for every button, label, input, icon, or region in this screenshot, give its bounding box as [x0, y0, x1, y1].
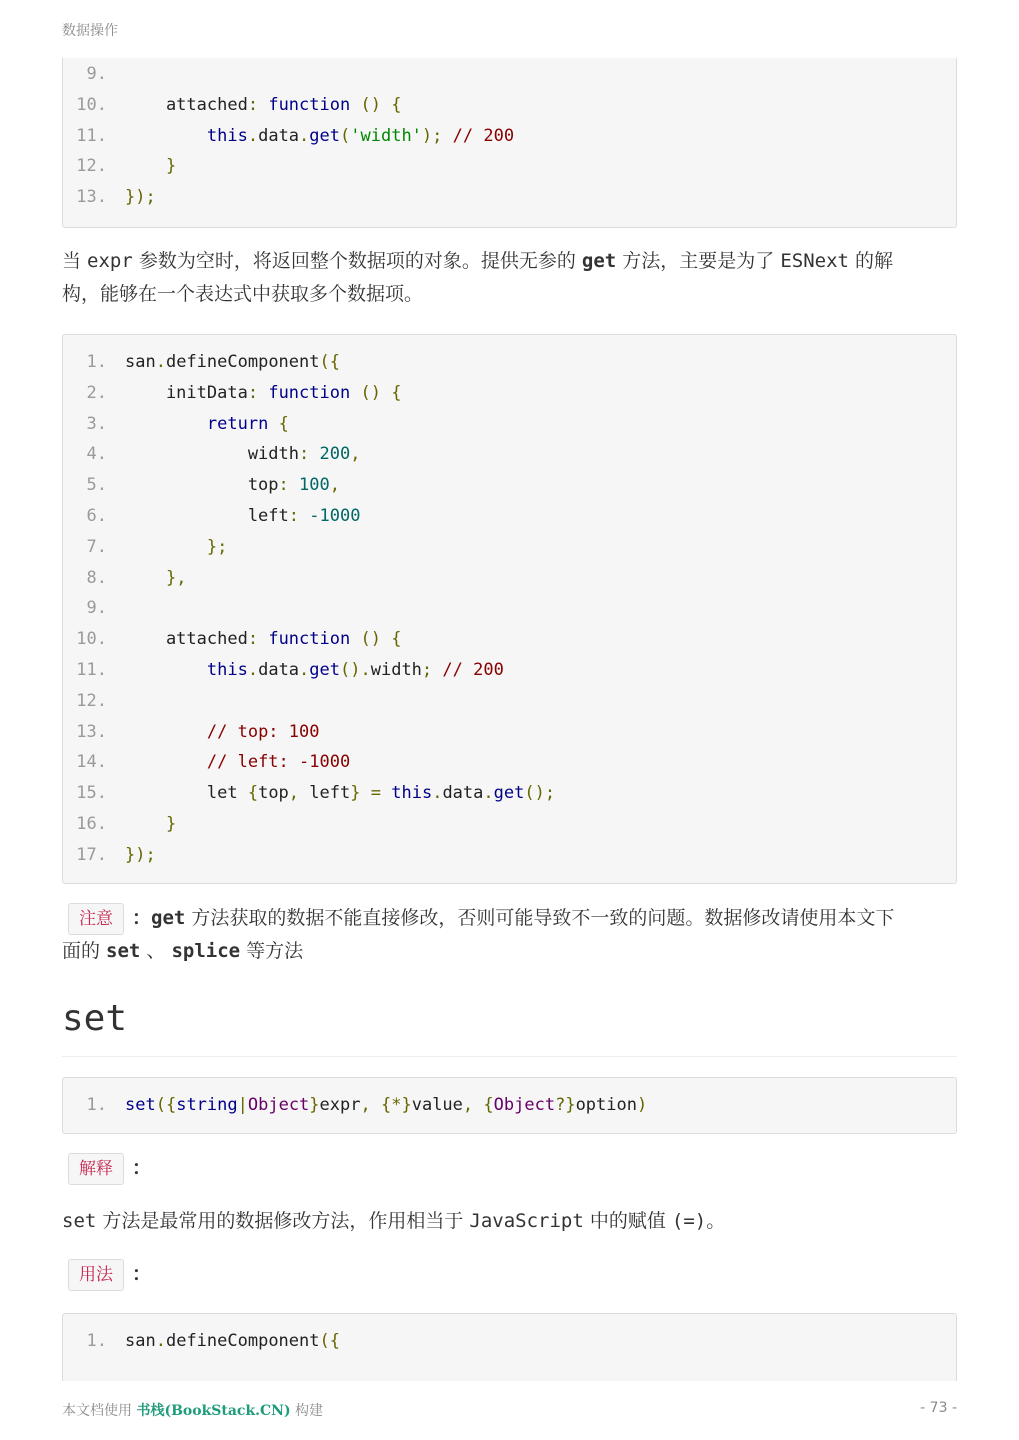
line-number: 11. [76, 125, 107, 146]
line-number: 12. [76, 156, 107, 177]
code-line [63, 532, 228, 562]
usage-label: 用法 ： [62, 1258, 957, 1291]
line-number: 9. [86, 64, 107, 84]
line-number: 10. [76, 94, 107, 115]
line-number: 9. [86, 598, 107, 619]
note-paragraph: 注意 ：get 方法获取的数据不能直接修改，否则可能导致不一致的问题。数据修改请使用本文下 面的 set 、 splice 等方法 [62, 902, 957, 968]
code-text: }); [125, 844, 156, 865]
line-number: 1. [86, 1095, 107, 1115]
line-number: 6. [86, 506, 107, 526]
code-text: initData: function () { [125, 382, 402, 403]
code-line [63, 717, 320, 747]
code-line [63, 840, 156, 870]
code-line [63, 90, 402, 120]
line-number: 14. [76, 752, 107, 773]
code-line [63, 686, 107, 716]
code-line [63, 778, 556, 808]
code-line [63, 378, 402, 408]
code-line [63, 501, 361, 531]
code-text: return { [206, 413, 289, 434]
line-number: 1. [86, 352, 107, 372]
code-text: }; [206, 536, 228, 557]
line-number: 1. [86, 1331, 107, 1351]
code-line [63, 347, 340, 377]
code-line [63, 809, 177, 839]
line-number: 3. [86, 413, 107, 434]
code-line [63, 1090, 648, 1120]
explain-tag: 解释 [68, 1153, 124, 1185]
code-text: attached: function () { [125, 94, 402, 115]
code-block-1 [62, 58, 957, 228]
code-text: san.defineComponent({ [125, 352, 340, 372]
page-footer: 本文档使用 书栈(BookStack.CN) 构建 - 73 - [62, 1400, 957, 1419]
page-number: - 73 - [920, 1400, 957, 1416]
line-number: 11. [76, 660, 107, 680]
code-line [63, 624, 402, 654]
code-line [63, 470, 340, 500]
line-number: 13. [76, 721, 107, 742]
explain-label: 解释 ： [62, 1152, 957, 1185]
line-number: 10. [76, 629, 107, 650]
code-text: }); [125, 187, 156, 208]
code-line [63, 439, 361, 469]
line-number: 13. [76, 187, 107, 208]
code-line [63, 182, 156, 212]
note-tag: 注意 [68, 903, 124, 935]
code-text: // left: -1000 [206, 752, 351, 773]
paragraph-set-desc: set 方法是最常用的数据修改方法，作用相当于 JavaScript 中的赋值 (=)。 [62, 1210, 726, 1232]
code-text: } [165, 156, 177, 177]
paragraph-get-no-args: 当 expr 参数为空时，将返回整个数据项的对象。提供无参的 get 方法，主要是为了 ESNext 的解 构，能够在一个表达式中获取多个数据项。 [62, 250, 894, 305]
code-text: this.data.get('width'); // 200 [206, 125, 515, 146]
usage-tag: 用法 [68, 1259, 124, 1291]
code-line [63, 747, 351, 777]
code-text: // top: 100 [206, 721, 320, 742]
line-number: 7. [86, 536, 107, 557]
line-number: 2. [86, 382, 107, 403]
code-text: width: 200, [125, 444, 361, 465]
code-block-usage [62, 1313, 957, 1381]
code-text: } [165, 814, 177, 834]
line-number: 4. [86, 444, 107, 465]
code-text: san.defineComponent({ [125, 1331, 340, 1351]
line-number: 5. [86, 475, 107, 496]
code-text: top: 100, [125, 475, 340, 496]
line-number: 15. [76, 783, 107, 804]
code-line [63, 563, 187, 593]
page-header: 数据操作 [62, 23, 118, 39]
section-heading-set: set [62, 998, 957, 1057]
code-text: }, [165, 567, 187, 588]
line-number: 12. [76, 690, 107, 711]
code-line [63, 655, 504, 685]
code-text: set({string|Object}expr, {*}value, {Object?}option) [125, 1095, 648, 1115]
code-text: attached: function () { [125, 629, 402, 650]
code-line [63, 593, 107, 623]
line-number: 17. [76, 844, 107, 865]
code-line [63, 151, 177, 181]
code-line [63, 409, 289, 439]
code-block-2 [62, 334, 957, 884]
code-block-signature [62, 1077, 957, 1134]
code-line [63, 59, 107, 89]
code-line [63, 121, 515, 151]
line-number: 16. [76, 814, 107, 834]
code-text: left: -1000 [125, 506, 361, 526]
code-text: this.data.get().width; // 200 [206, 660, 504, 680]
line-number: 8. [86, 567, 107, 588]
code-text: let {top, left} = this.data.get(); [125, 783, 556, 804]
code-line [63, 1326, 340, 1356]
bookstack-link[interactable]: 书栈(BookStack.CN) [136, 1403, 291, 1419]
